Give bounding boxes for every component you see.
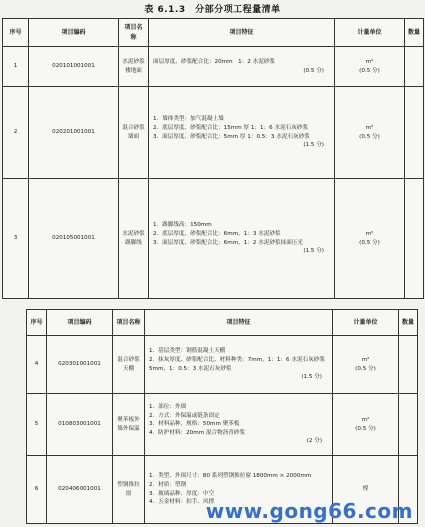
feature-line: 1．类型、外围尺寸：80 系列塑钢推拉窗 1800mm × 2000mm <box>149 473 312 480</box>
row-features <box>149 87 335 179</box>
feature-score: (0.5 分) <box>303 67 324 74</box>
unit-value: m² <box>365 230 374 237</box>
header-unit: 计量单位 <box>335 19 405 47</box>
table-header-row <box>3 19 424 47</box>
feature-line: 2．材质：塑钢 <box>149 481 187 488</box>
bill-table-1 <box>2 18 424 299</box>
header-qty: 数量 <box>399 310 418 336</box>
unit-value: m² <box>365 124 374 131</box>
row-no: 1 <box>3 47 29 87</box>
row-name: 塑钢推拉窗 <box>113 456 145 524</box>
header-features: 项目特征 <box>149 19 335 47</box>
row-features <box>145 336 333 394</box>
header-code: 项目编码 <box>29 19 119 47</box>
feature-line: 3．玻璃品种、厚度：中空 <box>149 490 215 497</box>
row-code: 020105001001 <box>29 179 119 299</box>
row-name: 混合砂浆天棚 <box>113 336 145 394</box>
row-name: 水泥砂浆楼地面 <box>119 47 149 87</box>
table-caption: 表 6.1.3 分部分项工程量清单 <box>144 5 281 15</box>
unit-score: (0.5 分) <box>359 133 380 140</box>
feature-score: (1.5 分) <box>301 374 322 381</box>
row-name: 聚苯板外墙外保温 <box>113 394 145 456</box>
feature-line: 3．面层厚度、砂浆配合比：6mm，1：2 水泥砂浆抹面压光 <box>153 239 303 246</box>
header-qty: 数量 <box>405 19 424 47</box>
row-unit <box>333 336 399 394</box>
feature-line: 2．底层厚度、砂浆配合比：6mm，1：3 水泥砂浆 <box>153 230 281 237</box>
table-header-row <box>27 310 418 336</box>
row-code: 020301001001 <box>47 336 113 394</box>
header-code: 项目编码 <box>47 310 113 336</box>
unit-score: (0.5 分) <box>359 67 380 74</box>
feature-score: (1.5 分) <box>303 248 324 255</box>
row-unit <box>333 394 399 456</box>
row-code: 020101001001 <box>29 47 119 87</box>
table-row <box>3 47 424 87</box>
header-features: 项目特征 <box>145 310 333 336</box>
row-features <box>149 179 335 299</box>
table-row <box>3 179 424 299</box>
unit-value: m² <box>361 356 370 363</box>
header-no: 序号 <box>27 310 47 336</box>
feature-line: 面层厚度、砂浆配合比：20mm 1：2 水泥砂浆 <box>153 58 276 65</box>
row-code: 010803001001 <box>47 394 113 456</box>
unit-value: 樘 <box>362 486 369 493</box>
feature-line: 2．方式：外保温或链条固定 <box>149 412 220 419</box>
row-qty <box>405 179 424 299</box>
feature-line: 1．部位：外墙 <box>149 403 187 410</box>
row-name: 水泥砂浆踢脚线 <box>119 179 149 299</box>
row-qty <box>399 394 418 456</box>
row-qty <box>405 87 424 179</box>
feature-line: 1．基层类型：钢筋混凝土天棚 <box>149 348 226 355</box>
row-code: 020406001001 <box>47 456 113 524</box>
header-name: 项目名称 <box>113 310 145 336</box>
feature-line: 2．底层厚度、砂浆配合比：15mm 厚 1：1：6 水泥石灰砂浆 <box>153 124 309 131</box>
feature-line: 1．墙体类型：加气混凝土墙 <box>153 116 224 123</box>
header-name: 项目名称 <box>119 19 149 47</box>
unit-value: m² <box>365 58 374 65</box>
table-row <box>27 336 418 394</box>
unit-score: (0.5 分) <box>355 365 376 372</box>
unit-score: (0.5 分) <box>359 239 380 246</box>
feature-line: 4．防护材料：20mm 混合物沥青砂浆 <box>149 429 246 436</box>
feature-score: (2 分) <box>306 438 322 445</box>
row-no: 6 <box>27 456 47 524</box>
row-qty <box>405 47 424 87</box>
feature-line: 4．五金材料：扣手、风撑 <box>149 499 215 506</box>
header-no: 序号 <box>3 19 29 47</box>
site-watermark: www.gong66.com <box>205 499 413 523</box>
feature-line: 3．面层厚度、砂浆配合比：5mm 厚 1：0.5：3 水泥石灰砂浆 <box>153 133 310 140</box>
bill-table-2 <box>26 309 418 524</box>
feature-line: 3．材料品种、规格：50mm 聚苯板 <box>149 421 240 428</box>
feature-score: (1.5 分) <box>303 142 324 149</box>
feature-line: 2．抹灰厚度、砂浆配合比、材料种类：7mm，1：1：6 水泥石灰砂浆 <box>149 356 325 363</box>
table-row <box>27 394 418 456</box>
row-unit <box>335 87 405 179</box>
row-unit <box>335 47 405 87</box>
feature-line: 5mm，1：0.5：3 水泥石灰砂浆 <box>149 365 232 372</box>
row-code: 020201001001 <box>29 87 119 179</box>
row-no: 5 <box>27 394 47 456</box>
table-row <box>3 87 424 179</box>
row-no: 4 <box>27 336 47 394</box>
header-unit: 计量单位 <box>333 310 399 336</box>
row-no: 2 <box>3 87 29 179</box>
row-features <box>145 394 333 456</box>
row-qty <box>399 336 418 394</box>
row-no: 3 <box>3 179 29 299</box>
feature-line: 1．踢脚线高：150mm <box>153 222 212 229</box>
row-features <box>149 47 335 87</box>
row-unit <box>335 179 405 299</box>
row-name: 混合砂浆墙面 <box>119 87 149 179</box>
unit-value: m² <box>361 416 370 423</box>
unit-score: (0.5 分) <box>355 425 376 432</box>
